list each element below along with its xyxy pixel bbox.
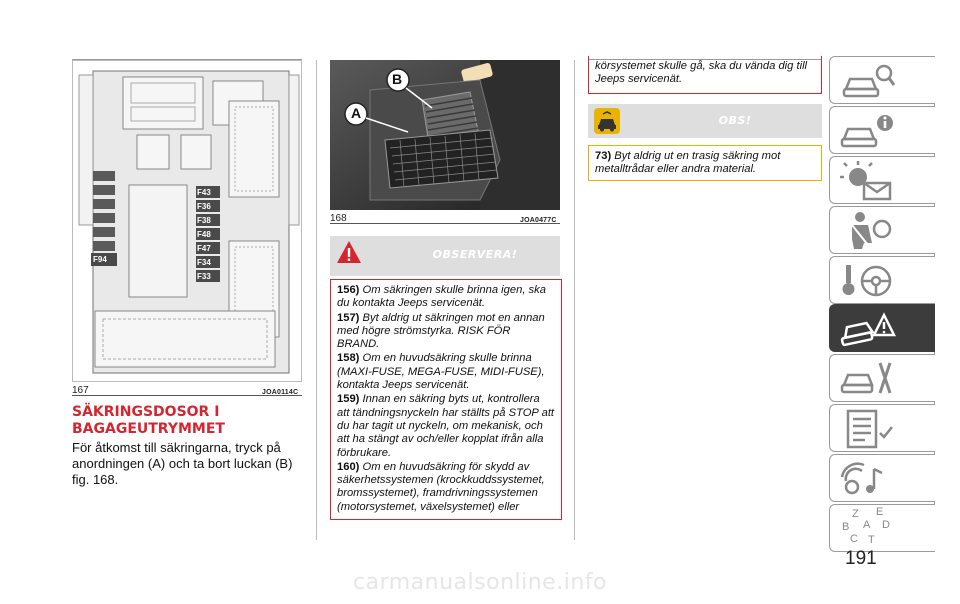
multimedia-icon — [838, 457, 898, 501]
figure-number: 168 — [330, 213, 347, 224]
column-divider — [574, 60, 575, 540]
warning-triangle-icon — [336, 240, 362, 264]
note-text: Byt aldrig ut en trasig säkring mot metalltrådar eller andra material. — [595, 150, 781, 176]
warning-continuation: körsystemet skulle gå, ska du vända dig till Jeeps servicenät. — [588, 56, 822, 94]
fuse-label-side: F94 — [93, 255, 107, 264]
section-heading: SÄKRINGSDOSOR I BAGAGEUTRYMMET — [72, 404, 225, 437]
figure-code: JOA0477C — [520, 217, 557, 224]
index-letter: Z — [852, 508, 859, 520]
side-tab-safety[interactable] — [829, 206, 935, 254]
index-letter: A — [863, 519, 871, 531]
index-letter: C — [850, 533, 858, 545]
warning-notes — [330, 279, 562, 520]
watermark: carmanualsonline.info — [353, 570, 607, 595]
figure-number: 167 — [72, 385, 89, 396]
note-number: 158) — [337, 352, 360, 365]
car-breakdown-warning-icon — [838, 307, 898, 351]
obs-notes — [588, 145, 822, 181]
side-tab-car-info[interactable] — [829, 106, 935, 154]
fuse-label: F38 — [197, 216, 211, 225]
note-number: 160) — [337, 460, 360, 473]
warning-note — [337, 352, 555, 392]
obs-title: OBS! — [718, 114, 752, 127]
note-text: Om säkringen skulle brinna igen, ska du kontakta Jeeps servicenät. — [337, 284, 546, 310]
side-tab-warning-lights[interactable] — [829, 156, 935, 204]
index-letter: E — [876, 506, 884, 518]
fuse-box-drawing — [73, 61, 302, 382]
note-number: 159) — [337, 393, 360, 406]
warning-banner — [330, 236, 560, 276]
note-text: Om en huvudsäkring för skydd av säkerhetssystemen (krockkuddssystemet, bromssystemet), framdrivningssystemen (motorsystemet, växelsystemet) eller — [337, 460, 545, 513]
trunk-photo-figure — [330, 60, 560, 210]
fuse-label: F34 — [197, 258, 211, 267]
car-caution-icon — [594, 108, 620, 134]
callout-b: B — [392, 71, 403, 87]
fuse-label: F43 — [197, 188, 211, 197]
fuse-label: F47 — [197, 244, 211, 253]
fuse-label: F36 — [197, 202, 211, 211]
index-letter: B — [842, 521, 850, 533]
column-divider — [316, 60, 317, 540]
index-letter: D — [882, 519, 890, 531]
note-number: 73) — [595, 150, 612, 162]
body-paragraph: För åtkomst till säkringarna, tryck på anordningen (A) och ta bort luckan (B) fig. 168. — [72, 440, 293, 487]
side-tab-emergency[interactable] — [829, 304, 935, 352]
note-text: Om en huvudsäkring skulle brinna (MAXI-FUSE, MEGA-FUSE, MIDI-FUSE), kontakta Jeeps servicenät. — [337, 352, 545, 392]
index-letter: T — [868, 534, 875, 546]
warning-title: OBSERVERA! — [432, 248, 518, 261]
fuse-label: F48 — [197, 230, 211, 239]
side-tab-index[interactable] — [829, 504, 935, 552]
car-info-icon — [838, 109, 898, 153]
warning-note — [337, 284, 555, 311]
note-text: Byt aldrig ut säkringen mot en annan med högre strömstyrka. RISK FÖR BRAND. — [337, 311, 545, 351]
side-tab-starting-driving[interactable] — [829, 256, 935, 304]
warning-note — [337, 393, 555, 459]
key-steering-wheel-icon — [838, 259, 898, 303]
side-tab-maintenance[interactable] — [829, 354, 935, 402]
obs-note — [595, 150, 815, 177]
note-number: 157) — [337, 311, 360, 324]
side-tab-getting-to-know[interactable] — [829, 56, 935, 104]
technical-data-list-icon — [838, 407, 898, 451]
warning-note — [337, 312, 555, 352]
fuse-label: F33 — [197, 272, 211, 281]
fuse-box-figure — [72, 60, 302, 382]
callout-a: A — [351, 105, 362, 121]
car-wrench-icon — [838, 357, 898, 401]
warning-note — [337, 461, 555, 514]
seatbelt-airbag-icon — [838, 209, 898, 253]
trunk-panel-photo — [330, 60, 560, 210]
car-search-icon — [838, 59, 898, 103]
page-number: 191 — [845, 548, 877, 569]
figure-code: JOA0114C — [262, 389, 299, 396]
note-number: 156) — [337, 284, 360, 296]
obs-banner — [588, 104, 822, 138]
note-text: Innan en säkring byts ut, kontrollera att tändningsnyckeln har ställts på STOP att du har tagit ut nyckeln, om mekanisk, och att ha stängt av och/eller kopplat ifrån alla förbrukare. — [337, 393, 555, 459]
side-tab-multimedia[interactable] — [829, 454, 935, 502]
side-tab-technical-data[interactable] — [829, 404, 935, 452]
warning-lights-message-icon — [838, 159, 898, 203]
